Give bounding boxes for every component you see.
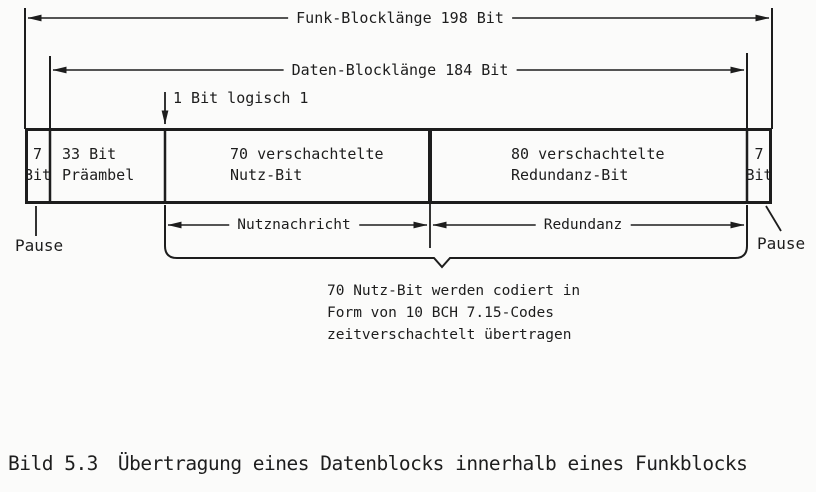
coding-note-line2: Form von 10 BCH 7.15-Codes: [327, 305, 554, 321]
pause-right-label: Pause: [757, 234, 806, 253]
daten-length-label: Daten-Blocklänge 184 Bit: [284, 61, 517, 79]
figure-caption-text: Übertragung eines Datenblocks innerhalb eines Funkblocks: [117, 452, 748, 475]
cell-nutz-bit-line2: Nutz-Bit: [230, 166, 303, 184]
one-bit-label: 1 Bit logisch 1: [173, 89, 309, 107]
nutznachricht-label: Nutznachricht: [229, 216, 359, 234]
cell-preamble: [62, 144, 134, 186]
cell-redundanz-bit-line1: 80 verschachtelte: [511, 145, 665, 163]
figure-caption-number: Bild 5.3: [8, 452, 98, 475]
coding-note: [327, 280, 580, 346]
cell-pause-left: [23, 144, 52, 186]
coding-note-line3: zeitverschachtelt übertragen: [327, 327, 572, 343]
cell-pause-left-line1: 7: [32, 145, 43, 163]
cell-redundanz-bit-line2: Redundanz-Bit: [511, 166, 629, 184]
cell-nutz-bit-line1: 70 verschachtelte: [230, 145, 384, 163]
brace: [165, 205, 747, 267]
coding-note-line1: 70 Nutz-Bit werden codiert in: [327, 283, 581, 299]
pause-right-leader: [766, 206, 781, 231]
figure-caption: [8, 452, 747, 475]
cell-pause-right: [745, 144, 773, 186]
cell-preamble-line1: 33 Bit: [62, 145, 117, 163]
cell-preamble-line2: Präambel: [62, 166, 135, 184]
cell-pause-left-line2: Bit: [23, 166, 52, 184]
redundanz-label: Redundanz: [536, 216, 631, 234]
funk-length-label: Funk-Blocklänge 198 Bit: [288, 9, 512, 27]
cell-pause-right-line1: 7: [754, 145, 764, 163]
cell-nutz-bit: [230, 144, 384, 186]
cell-pause-right-line2: Bit: [745, 166, 773, 184]
pause-left-label: Pause: [15, 236, 64, 255]
cell-redundanz-bit: [511, 144, 665, 186]
